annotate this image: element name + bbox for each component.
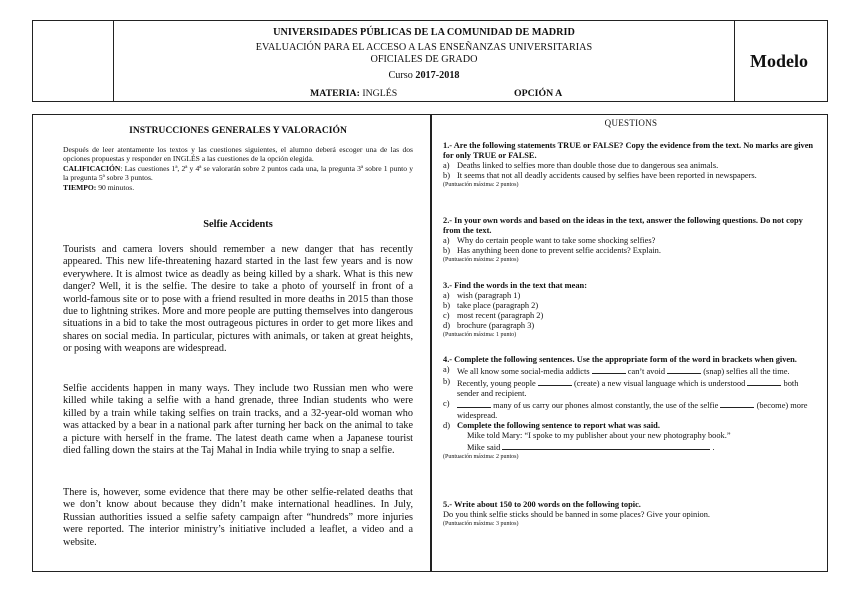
question-4-title: 4.- Complete the following sentences. Use the appropriate form of the word in brackets when given. [443, 355, 797, 364]
question-3-title: 3.- Find the words in the text that mean: [443, 281, 587, 290]
time-label: TIEMPO: [63, 182, 97, 192]
course-line [114, 70, 734, 82]
course-value: 2017-2018 [415, 70, 460, 81]
exam-header [32, 20, 828, 102]
question-3-b: b) take place (paragraph 2) [443, 301, 539, 310]
instructions-block [63, 145, 413, 192]
question-2-a: a) Why do certain people want to take some shocking selfies? [443, 236, 656, 245]
answer-blank[interactable] [538, 377, 572, 386]
course-label: Curso [388, 70, 413, 81]
question-3-d: d) brochure (paragraph 3) [443, 321, 535, 330]
question-5-title: 5.- Write about 150 to 200 words on the following topic. [443, 500, 641, 509]
text-column [32, 114, 431, 572]
question-2-title: 2.- In your own words and based on the ideas in the text, answer the following questions. Do not copy from the text. [443, 216, 803, 235]
answer-blank[interactable] [592, 365, 626, 374]
question-4-a: a) We all know some social-media addicts can’t avoid (snap) selfies all the time. [443, 365, 790, 376]
instructions-text: Después de leer atentamente los textos y las cuestiones siguientes, el alumno deberá escoger una de las dos opciones propuestas y responder en INGLÉS a las cuestiones de la opción elegida. [63, 145, 413, 164]
article-paragraph-1: Tourists and camera lovers should remember a new danger that has recently appeared. This new life-threatening hazard started in the last few years and is now everywhere. It is almost twice as deadly as being killed by a shark. What is this new danger? Well, it is the selfie. The desire to take a photo of yourself in front of a world-famous site or to pose with a friend resulted in more deaths in 2015 than those due to lightning strikes. More and more people are putting themselves into dangerous situations in a bid to take the most outrageous pictures in order to get more likes and shares on social media. In particular, pictures with animals, or taken at great heights, or posing with weapons are widespread. [63, 244, 413, 355]
question-2-b: b) Has anything been done to prevent selfie accidents? Explain. [443, 246, 661, 255]
question-4-c: c) many of us carry our phones almost constantly, the use of the selfie (become) more widespread. [443, 399, 808, 420]
answer-blank[interactable] [667, 365, 701, 374]
question-3-a: a) wish (paragraph 1) [443, 291, 521, 300]
header-title-cell [113, 21, 735, 101]
question-5-max: (Puntuación máxima: 3 puntos) [443, 521, 519, 527]
time-line [63, 183, 413, 192]
questions-heading: QUESTIONS [604, 118, 658, 128]
grading-line [63, 164, 413, 183]
option-label: OPCIÓN A [514, 88, 563, 99]
article-paragraph-3: There is, however, some evidence that there may be other selfie-related deaths that we don’t know about because they didn’t make international headlines. In July, Russian authorities issued a selfie safety campaign after “hundreds” more injuries were reported. The interior ministry’s initiative included a leaflet, a video and a website. [63, 487, 413, 548]
question-1-a: a) Deaths linked to selfies more than double those due to dangerous sea animals. [443, 161, 719, 170]
instructions-title: INSTRUCCIONES GENERALES Y VALORACIÓN [129, 125, 347, 136]
subject-value: INGLÉS [362, 88, 398, 99]
answer-blank[interactable] [747, 377, 781, 386]
answer-blank[interactable] [457, 399, 491, 408]
answer-blank[interactable] [502, 441, 710, 450]
question-1-title: 1.- Are the following statements TRUE or FALSE? Copy the evidence from the text. No marks are given for only TRUE or FALSE. [443, 141, 814, 160]
question-3 [443, 281, 819, 339]
article-paragraph-2: Selfie accidents happen in many ways. They include two Russian men who were killed while taking a selfie with a hand grenade, three Indian students who were killed by a train while taking selfies on train tracks, and a 32-year-old woman who was attacked by a bear in a national park after turning her back on the animal to take a picture with herself in the frame. The latest death came when a Japanese tourist died falling down the stairs at the Taj Mahal in India while trying to snap a selfie. [63, 383, 413, 457]
question-2-max: (Puntuación máxima: 2 puntos) [443, 257, 519, 263]
exam-line-1: EVALUACIÓN PARA EL ACCESO A LAS ENSEÑANZAS UNIVERSITARIAS [255, 42, 593, 53]
question-5 [443, 500, 819, 528]
reported-line: Mike said . [467, 443, 715, 452]
question-3-c: c) most recent (paragraph 2) [443, 311, 544, 320]
question-2 [443, 216, 819, 264]
article-title: Selfie Accidents [203, 219, 273, 230]
subject-label: MATERIA: [310, 88, 360, 99]
question-4-max: (Puntuación máxima: 2 puntos) [443, 454, 519, 460]
model-label: Modelo [750, 50, 808, 71]
exam-line-2: OFICIALES DE GRADO [370, 54, 478, 65]
grading-label: CALIFICACIÓN [63, 163, 121, 173]
reported-quote: Mike told Mary: “I spoke to my publisher about your new photography book.” [467, 431, 731, 440]
question-4-b: b) Recently, young people (create) a new visual language which is understood both sender and recipient. [443, 377, 799, 398]
question-4-d: d) Complete the following sentence to report what was said. Mike told Mary: “I spoke to my publisher about your new photography book.” Mike said . [443, 421, 819, 453]
question-1 [443, 141, 819, 189]
question-1-max: (Puntuación máxima: 2 puntos) [443, 182, 519, 188]
question-3-max: (Puntuación máxima: 1 punto) [443, 332, 517, 338]
subject [310, 88, 397, 99]
answer-blank[interactable] [720, 399, 754, 408]
university-name: UNIVERSIDADES PÚBLICAS DE LA COMUNIDAD DE MADRID [273, 27, 575, 38]
time-text: 90 minutos. [96, 182, 135, 192]
question-5-text: Do you think selfie sticks should be banned in some places? Give your opinion. [443, 510, 711, 519]
grading-text: : Las cuestiones 1ª, 2ª y 4ª se valorarán sobre 2 puntos cada una, la pregunta 3ª sobre 1 punto y la pregunta 5ª sobre 3 puntos. [63, 163, 413, 183]
questions-column [431, 114, 828, 572]
question-4 [443, 355, 819, 461]
question-1-b: b) It seems that not all deadly accidents caused by selfies have been reported in newspapers. [443, 171, 757, 180]
